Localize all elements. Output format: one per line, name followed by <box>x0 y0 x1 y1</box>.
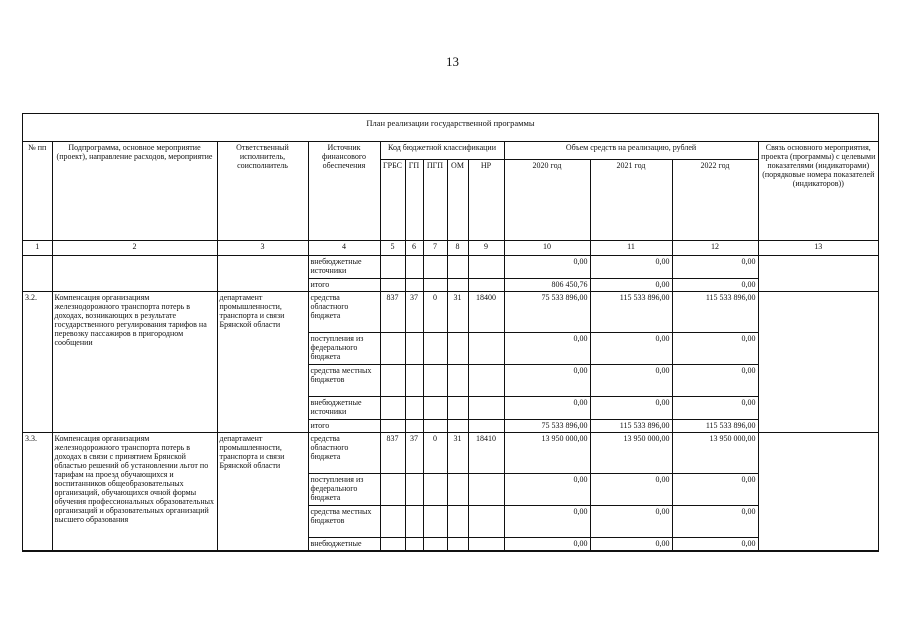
value-2022: 115 533 896,00 <box>672 420 758 433</box>
value-2021: 115 533 896,00 <box>590 420 672 433</box>
source-cell: поступления из федерального бюджета <box>308 333 380 365</box>
col-number: 7 <box>423 241 447 256</box>
value-2020: 75 533 896,00 <box>504 420 590 433</box>
value-2022: 0,00 <box>672 397 758 420</box>
header-budget-code: Код бюджетной классификации <box>380 142 504 160</box>
value-2020: 806 450,76 <box>504 279 590 292</box>
header-source: Источник финансового обеспечения <box>308 142 380 241</box>
source-cell: итого <box>308 420 380 433</box>
code-grbs: 837 <box>380 292 405 333</box>
value-2020: 0,00 <box>504 538 590 551</box>
code-grbs: 837 <box>380 433 405 474</box>
col-number: 5 <box>380 241 405 256</box>
value-2020: 75 533 896,00 <box>504 292 590 333</box>
value-2021: 0,00 <box>590 474 672 506</box>
code-om: 31 <box>447 433 468 474</box>
value-2021: 0,00 <box>590 538 672 551</box>
source-cell: внебюджетные <box>308 538 380 551</box>
code-gp: 37 <box>405 433 423 474</box>
col-number: 8 <box>447 241 468 256</box>
plan-table-sheet <box>22 113 879 552</box>
plan-table <box>23 142 878 551</box>
col-number: 2 <box>52 241 217 256</box>
value-2022: 13 950 000,00 <box>672 433 758 474</box>
item-program: Компенсация организациям железнодорожного транспорта потерь в доходах в связи с принятием Брянской областью решений об установлении льгот по тарифам на проезд обучающихся и воспитанников общеобразовательных организаций, обучающихся очной формы обучения профессиональных образовательных организаций и образовательных организаций высшего образования <box>52 433 217 551</box>
header-link: Связь основного мероприятия, проекта (программы) с целевыми показателями (индикаторами) (порядковые номера показателей (индикаторов)) <box>758 142 878 241</box>
value-2021: 0,00 <box>590 506 672 538</box>
header-volume: Объем средств на реализацию, рублей <box>504 142 758 160</box>
col-number: 6 <box>405 241 423 256</box>
col-number: 1 <box>23 241 52 256</box>
header-program: Подпрограмма, основное мероприятие (проект), направление расходов, мероприятие <box>52 142 217 241</box>
header-pgp: ПГП <box>423 160 447 241</box>
header-2020: 2020 год <box>504 160 590 241</box>
value-2022: 115 533 896,00 <box>672 292 758 333</box>
item-number: 3.3. <box>23 433 52 551</box>
value-2022: 0,00 <box>672 538 758 551</box>
source-cell: внебюджетные источники <box>308 256 380 279</box>
source-cell: внебюджетные источники <box>308 397 380 420</box>
header-gp: ГП <box>405 160 423 241</box>
column-number-row <box>23 241 878 256</box>
value-2020: 0,00 <box>504 365 590 397</box>
value-2022: 0,00 <box>672 333 758 365</box>
table-title: План реализации государственной программы <box>23 114 878 142</box>
value-2020: 0,00 <box>504 397 590 420</box>
value-2022: 0,00 <box>672 474 758 506</box>
value-2020: 0,00 <box>504 256 590 279</box>
value-2021: 115 533 896,00 <box>590 292 672 333</box>
col-number: 4 <box>308 241 380 256</box>
col-number: 3 <box>217 241 308 256</box>
item-responsible: департамент промышленности, транспорта и связи Брянской области <box>217 292 308 433</box>
value-2022: 0,00 <box>672 506 758 538</box>
value-2022: 0,00 <box>672 365 758 397</box>
source-cell: средства местных бюджетов <box>308 506 380 538</box>
value-2022: 0,00 <box>672 279 758 292</box>
source-cell: средства местных бюджетов <box>308 365 380 397</box>
col-number: 11 <box>590 241 672 256</box>
source-cell: поступления из федерального бюджета <box>308 474 380 506</box>
value-2020: 0,00 <box>504 333 590 365</box>
item-number: 3.2. <box>23 292 52 433</box>
header-row-1 <box>23 142 878 160</box>
header-np: НР <box>468 160 504 241</box>
col-number: 9 <box>468 241 504 256</box>
item-responsible: департамент промышленности, транспорта и связи Брянской области <box>217 433 308 551</box>
table-row <box>23 256 878 279</box>
code-pgp: 0 <box>423 433 447 474</box>
source-cell: средства областного бюджета <box>308 433 380 474</box>
code-pgp: 0 <box>423 292 447 333</box>
value-2021: 0,00 <box>590 333 672 365</box>
col-number: 12 <box>672 241 758 256</box>
code-np: 18400 <box>468 292 504 333</box>
value-2021: 0,00 <box>590 397 672 420</box>
header-2021: 2021 год <box>590 160 672 241</box>
header-responsible: Ответственный исполнитель, соисполнитель <box>217 142 308 241</box>
page-number: 13 <box>446 54 459 69</box>
code-om: 31 <box>447 292 468 333</box>
value-2021: 0,00 <box>590 365 672 397</box>
value-2020: 0,00 <box>504 506 590 538</box>
value-2021: 0,00 <box>590 279 672 292</box>
value-2022: 0,00 <box>672 256 758 279</box>
source-cell: итого <box>308 279 380 292</box>
col-number: 10 <box>504 241 590 256</box>
header-2022: 2022 год <box>672 160 758 241</box>
header-grbs: ГРБС <box>380 160 405 241</box>
value-2021: 13 950 000,00 <box>590 433 672 474</box>
value-2020: 13 950 000,00 <box>504 433 590 474</box>
col-number: 13 <box>758 241 878 256</box>
header-num: № пп <box>23 142 52 241</box>
value-2020: 0,00 <box>504 474 590 506</box>
table-row <box>23 292 878 333</box>
code-gp: 37 <box>405 292 423 333</box>
source-cell: средства областного бюджета <box>308 292 380 333</box>
value-2021: 0,00 <box>590 256 672 279</box>
code-np: 18410 <box>468 433 504 474</box>
item-program: Компенсация организациям железнодорожного транспорта потерь в доходах, возникающих в результате государственного регулирования тарифов на перевозку пассажиров в пригородном сообщении <box>52 292 217 433</box>
header-om: ОМ <box>447 160 468 241</box>
table-row <box>23 433 878 474</box>
